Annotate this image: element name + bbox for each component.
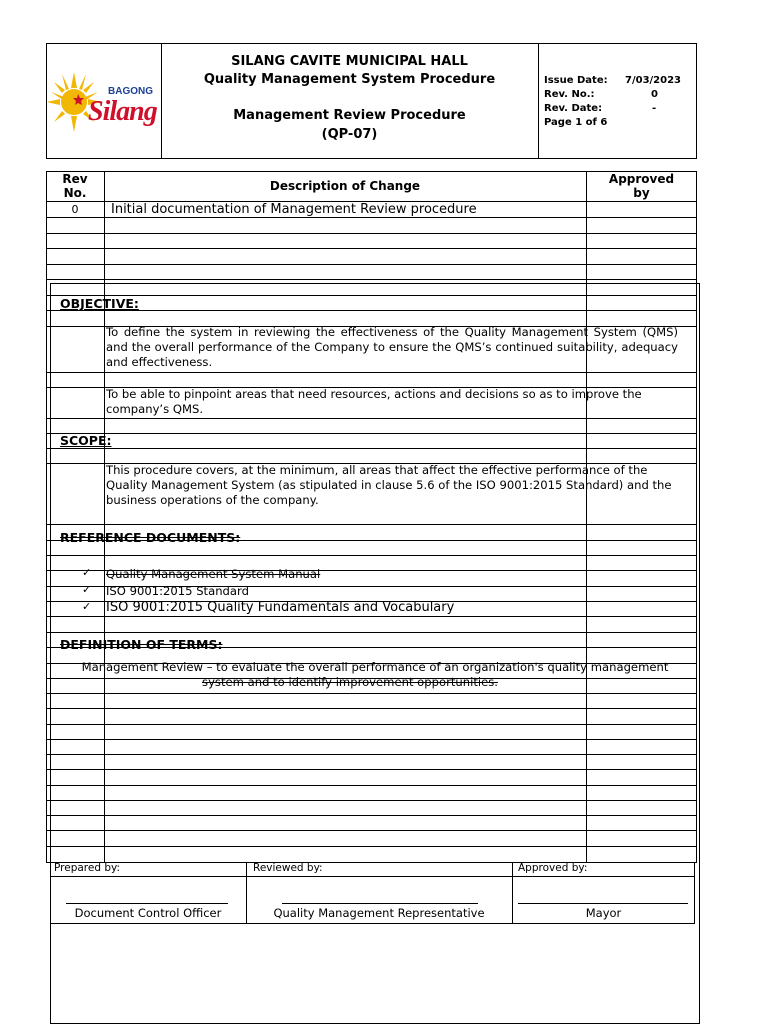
table-rule [46, 264, 697, 265]
logo-small-text: BAGONG [108, 86, 153, 97]
table-rule [46, 815, 697, 816]
issue-date-value: 7/03/2023 [625, 75, 682, 86]
table-rule [46, 616, 697, 617]
objective-paragraph-1: To define the system in reviewing the effectiveness of the Quality Management System (QMS) and the overall performance of the Company to ensure the QMS’s continued suitability, adequacy and effectiveness. [106, 325, 678, 369]
reviewed-by-name: Quality Management Representative [273, 906, 485, 920]
col-approved-header: Approved by [608, 172, 675, 200]
table-rule [46, 785, 697, 786]
table-rule [46, 433, 697, 434]
procedure-name: Management Review Procedure [233, 108, 466, 123]
definition-line-1: Management Review – to evaluate the overall performance of an organization's quality management [81, 660, 669, 674]
table-rule [46, 279, 697, 280]
table-rule [46, 555, 697, 556]
table-rule [46, 830, 697, 831]
table-rule [46, 295, 697, 296]
rev-no-label: Rev. No.: [544, 89, 595, 100]
rev-date-label: Rev. Date: [544, 103, 603, 114]
table-rule [46, 233, 697, 234]
reviewed-by-label: Reviewed by: [253, 862, 323, 874]
objective-heading: OBJECTIVE: [60, 296, 139, 311]
table-rule [46, 418, 697, 419]
table-rule [46, 754, 697, 755]
logo-big-text: Silang [88, 96, 157, 127]
approved-by-label: Approved by: [518, 862, 588, 874]
table-rule [46, 248, 697, 249]
objective-paragraph-2: To be able to pinpoint areas that need resources, actions and decisions so as to improve the company’s QMS. [106, 387, 642, 416]
definitions-heading: DEFINITION OF TERMS: [60, 637, 223, 652]
issue-date-label: Issue Date: [544, 75, 608, 86]
check-icon: ✓ [82, 566, 92, 579]
table-rule [46, 310, 697, 311]
rev-row-desc: Initial documentation of Management Review procedure [111, 202, 477, 217]
bagong-silang-logo [48, 64, 160, 140]
table-rule [46, 217, 697, 218]
prepared-signature-line [66, 903, 228, 904]
reference-item-1: Quality Management System Manual [106, 567, 321, 581]
table-rule [46, 739, 697, 740]
table-rule [46, 846, 697, 847]
scope-paragraph: This procedure covers, at the minimum, all areas that affect the effective performance of the Quality Management System (as stipulated in clause 5.6 of the ISO 9001:2015 Standard) and the business operations of the company. [106, 463, 672, 507]
reference-item-2: ISO 9001:2015 Standard [106, 584, 249, 598]
table-rule [46, 769, 697, 770]
check-icon: ✓ [82, 583, 92, 596]
header-divider-right [538, 43, 539, 159]
rev-date-value: - [652, 103, 657, 114]
table-rule [46, 632, 697, 633]
reference-item-3: ISO 9001:2015 Quality Fundamentals and Vocabulary [106, 600, 455, 615]
table-rule [46, 448, 697, 449]
approved-signature-line [518, 903, 688, 904]
check-icon: ✓ [82, 600, 92, 613]
references-heading: REFERENCE DOCUMENTS: [60, 530, 241, 545]
rev-row-rev: 0 [71, 203, 79, 216]
definition-line-2: system and to identify improvement opportunities. [202, 675, 498, 689]
page-number: Page 1 of 6 [544, 117, 608, 128]
table-rule [46, 372, 697, 373]
signature-label-rule [50, 876, 695, 877]
table-rule [46, 800, 697, 801]
procedure-code: (QP-07) [321, 127, 378, 142]
municipal-title: SILANG CAVITE MUNICIPAL HALL [231, 54, 468, 69]
col-rev-header: Rev No. [62, 172, 88, 200]
reviewed-signature-line [282, 903, 478, 904]
table-rule [46, 708, 697, 709]
rev-no-value: 0 [651, 89, 658, 100]
table-rule [46, 724, 697, 725]
table-rule [46, 524, 697, 525]
col-desc-header: Description of Change [269, 179, 421, 193]
scope-heading: SCOPE: [60, 433, 112, 448]
prepared-by-name: Document Control Officer [74, 906, 222, 920]
prepared-by-label: Prepared by: [54, 862, 120, 874]
approved-by-name: Mayor [585, 906, 622, 920]
table-rule [46, 693, 697, 694]
qms-procedure-title: Quality Management System Procedure [203, 72, 496, 87]
